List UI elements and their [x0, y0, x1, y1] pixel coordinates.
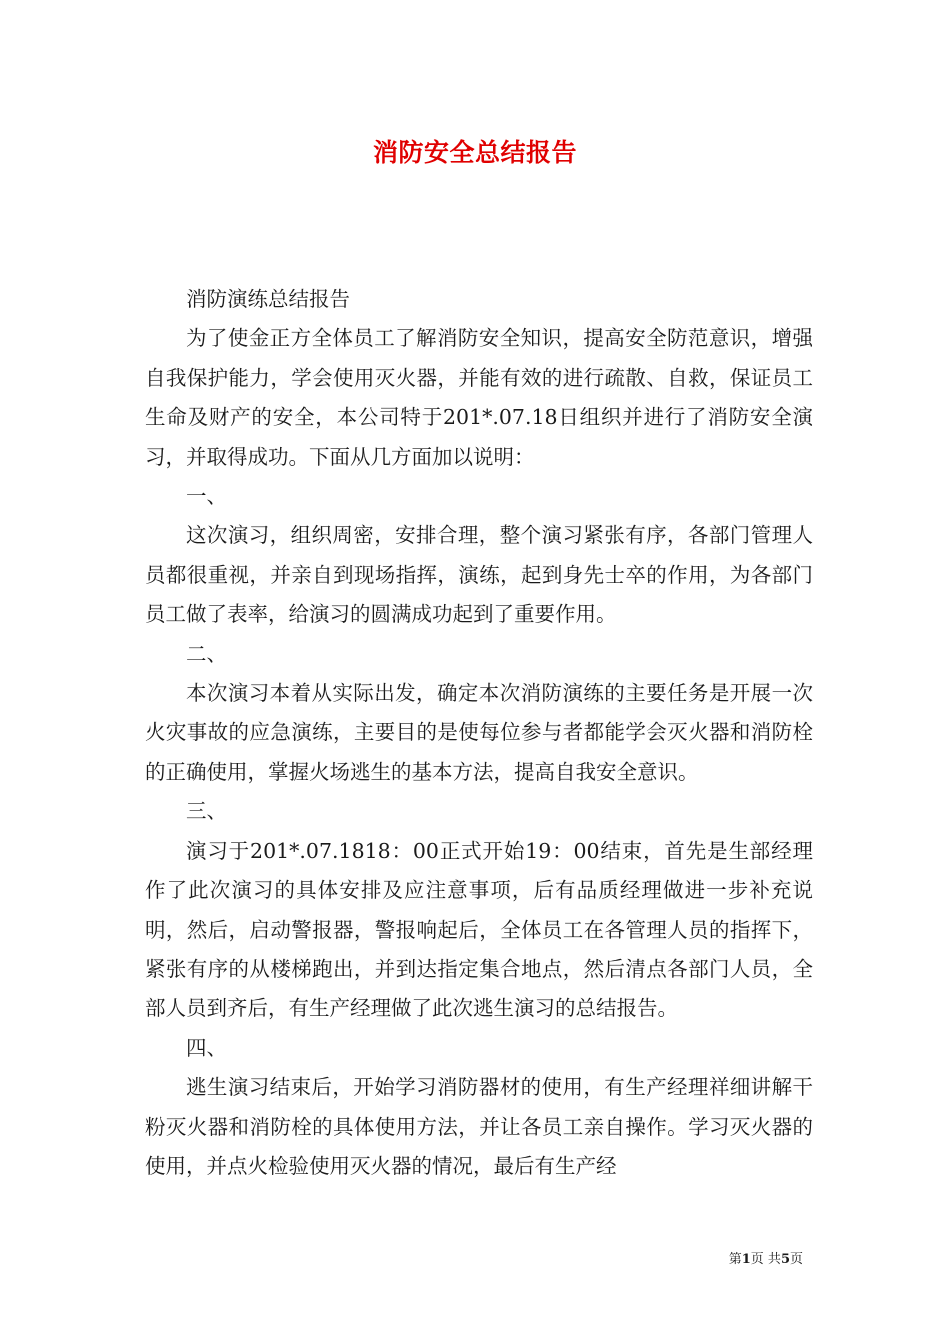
section-heading-3: 三、	[186, 799, 227, 824]
paragraph-section-4: 逃生演习结束后，开始学习消防器材的使用，有生产经理祥细讲解干粉灭火器和消防栓的具体使用方法，并让各员工亲自操作。学习灭火器的使用，并点火检验使用灭火器的情况，最后有生产经	[145, 1075, 813, 1178]
paragraph-section-3: 演习于201*.07.1818：00正式开始19：00结束，首先是生部经理作了此次演习的具体安排及应注意事项，后有品质经理做进一步补充说明，然后，启动警报器，警报响起后，全体员工在各管理人员的指挥下，紧张有序的从楼梯跑出，并到达指定集合地点，然后清点各部门人员，全部人员到齐后，有生产经理做了此次逃生演习的总结报告。	[145, 838, 813, 1021]
page-title: 消防安全总结报告	[372, 138, 577, 167]
paragraph-section-1: 这次演习，组织周密，安排合理，整个演习紧张有序，各部门管理人员都很重视，并亲自到现场指挥，演练，起到身先士卒的作用，为各部门员工做了表率，给演习的圆满成功起到了重要作用。	[145, 523, 813, 627]
paragraph-section-2: 本次演习本着从实际出发，确定本次消防演练的主要任务是开展一次火灾事故的应急演练，主要目的是使每位参与者都能学会灭火器和消防栓的正确使用，掌握火场逃生的基本方法，提高自我安全意识。	[145, 681, 813, 784]
footer-current-page: 1	[741, 1252, 751, 1267]
footer-total-pages: 5	[780, 1252, 790, 1267]
document-body	[145, 280, 813, 1186]
footer-suffix: 页	[789, 1252, 803, 1267]
page-footer	[729, 1248, 803, 1267]
footer-prefix: 第	[728, 1252, 742, 1267]
section-heading-4: 四、	[186, 1035, 227, 1060]
footer-middle: 页 共	[750, 1252, 781, 1267]
section-heading-2: 二、	[186, 641, 227, 666]
section-heading-1: 一、	[186, 484, 227, 509]
paragraph-intro: 为了使金正方全体员工了解消防安全知识，提高安全防范意识，增强自我保护能力，学会使用灭火器，并能有效的进行疏散、自救，保证员工生命及财产的安全，本公司特于201*.07.18日组织并进行了消防安全演习，并取得成功。下面从几方面加以说明：	[145, 326, 813, 469]
paragraph-subtitle: 消防演练总结报告	[186, 287, 350, 311]
